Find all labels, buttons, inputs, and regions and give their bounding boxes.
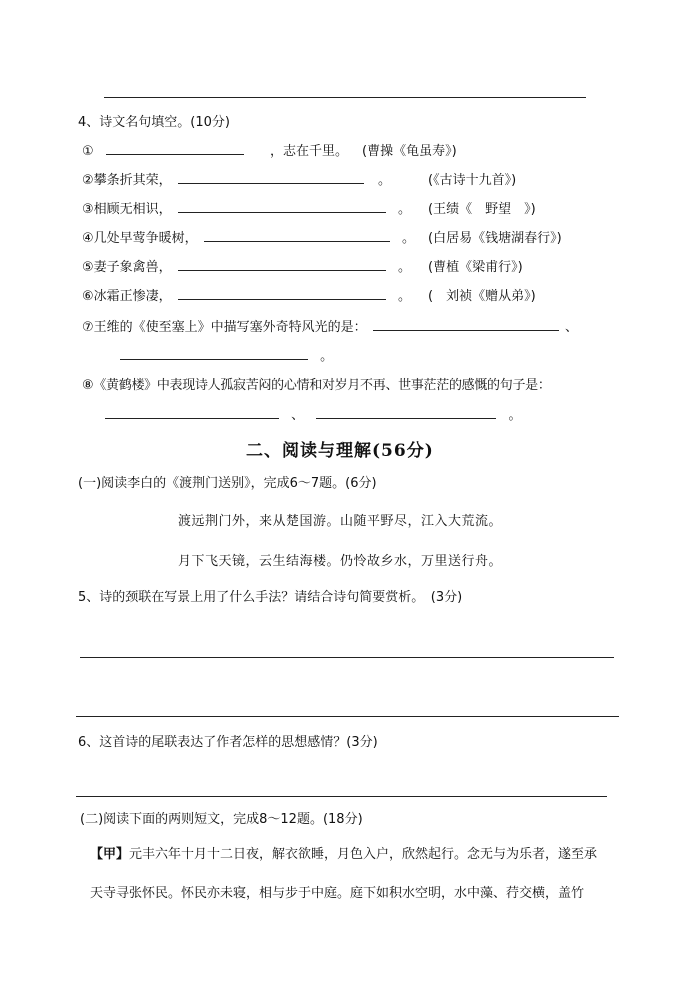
q4-item-3-source: (王绩《 野望 》) — [428, 202, 536, 217]
q4-item-1-blank[interactable] — [106, 153, 244, 155]
q4-item-7-blank-1[interactable] — [373, 329, 559, 331]
q4-item-1-prefix: ① — [82, 144, 94, 159]
q4-item-4-source: (白居易《钱塘湖春行》) — [428, 231, 562, 246]
q4-item-7-text: ⑦王维的《使至塞上》中描写塞外奇特风光的是： — [82, 320, 367, 335]
q4-item-1 — [82, 140, 348, 159]
poem-line-2: 月下飞天镜，云生结海楼。仍怜故乡水，万里送行舟。 — [178, 554, 503, 569]
q4-title: 4、诗文名句填空。(10分) — [78, 115, 230, 130]
part1-intro: (一)阅读李白的《渡荆门送别》，完成6～7题。(6分) — [78, 476, 377, 491]
poem-line-1: 渡远荆门外，来从楚国游。山随平野尽，江入大荒流。 — [178, 514, 503, 529]
q4-item-8-sep: 、 — [291, 408, 305, 423]
q4-item-8-blank-1[interactable] — [105, 417, 279, 419]
q4-item-8-text: ⑧《黄鹤楼》中表现诗人孤寂苦闷的心情和对岁月不再、世事茫茫的感慨的句子是： — [82, 378, 551, 393]
part2-intro: (二)阅读下面的两则短文，完成8～12题。(18分) — [80, 812, 363, 827]
q4-item-2-source: (《古诗十九首》) — [428, 173, 517, 188]
q6-text: 6、这首诗的尾联表达了作者怎样的思想感情？(3分) — [78, 735, 378, 750]
section2-heading: 二、阅读与理解(56分) — [246, 441, 434, 461]
q4-item-3-after: 。 — [397, 202, 411, 217]
q4-item-5-after: 。 — [397, 260, 411, 275]
q4-item-1-source: (曹操《龟虽寿》) — [362, 144, 457, 159]
q5-text: 5、诗的颈联在写景上用了什么手法？请结合诗句简要赏析。 (3分) — [78, 590, 463, 605]
q4-item-7-sep: 、 — [564, 320, 578, 335]
q4-item-8-end: 。 — [508, 408, 522, 423]
q4-item-8-blank-2[interactable] — [316, 417, 496, 419]
q4-item-2-blank[interactable] — [178, 182, 364, 184]
q4-item-1-after: ，志在千里。 — [269, 144, 348, 159]
passage-line-1-text: 元丰六年十月十二日夜，解衣欲睡，月色入户，欣然起行。念无与为乐者，遂至承 — [129, 847, 598, 862]
q4-item-5 — [82, 256, 411, 275]
q6-answer-line[interactable] — [76, 796, 607, 797]
q4-item-6-source: ( 刘祯《赠从弟》) — [428, 289, 536, 304]
q4-item-7 — [82, 316, 578, 335]
q4-item-7-end: 。 — [320, 349, 334, 364]
answer-line-top — [104, 97, 586, 98]
passage-label: 【甲】 — [90, 847, 130, 862]
q5-answer-line-2[interactable] — [76, 716, 619, 717]
q4-item-4-blank[interactable] — [204, 240, 390, 242]
q4-item-6-prefix: ⑥冰霜正惨凄， — [82, 289, 172, 304]
q4-item-8-line2 — [103, 404, 521, 423]
q4-item-6 — [82, 285, 411, 304]
q4-item-5-source: (曹植《梁甫行》) — [428, 260, 523, 275]
q4-item-5-blank[interactable] — [178, 269, 386, 271]
q4-item-6-after: 。 — [397, 289, 411, 304]
q4-item-2-prefix: ②攀条折其荣， — [82, 173, 172, 188]
passage-line-2: 天寺寻张怀民。怀民亦未寝，相与步于中庭。庭下如积水空明，水中藻、荇交横，盖竹 — [90, 886, 585, 901]
q4-item-2-after: 。 — [377, 173, 391, 188]
q4-item-6-blank[interactable] — [178, 298, 386, 300]
q4-item-7-line2 — [118, 345, 333, 364]
q4-item-8 — [82, 374, 551, 393]
q4-item-3-blank[interactable] — [178, 211, 386, 213]
passage-line-1 — [90, 843, 597, 862]
q5-answer-line-1[interactable] — [80, 657, 614, 658]
q4-item-4 — [82, 227, 415, 246]
q4-item-5-prefix: ⑤妻子象禽兽， — [82, 260, 172, 275]
q4-item-4-after: 。 — [401, 231, 415, 246]
q4-item-4-prefix: ④几处早莺争暖树， — [82, 231, 198, 246]
q4-item-7-blank-2[interactable] — [120, 358, 308, 360]
q4-item-2 — [82, 169, 391, 188]
q4-item-3 — [82, 198, 411, 217]
q4-item-3-prefix: ③相顾无相识， — [82, 202, 172, 217]
